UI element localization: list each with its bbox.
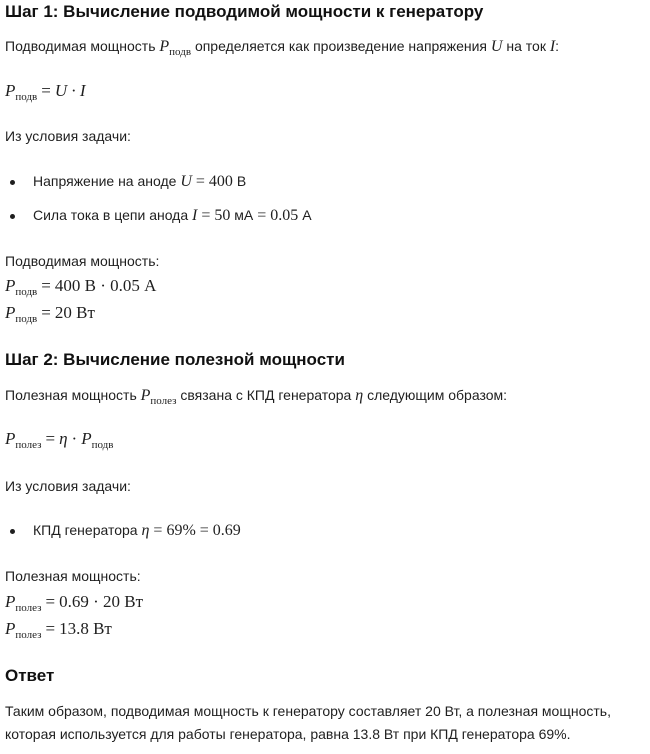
bullet [10,214,15,219]
formula-p-podv-calc: $P_{подв} = 400$ В · 0.05 А [5,276,157,298]
answer-heading: Ответ [5,666,55,685]
step1-given-current: Сила тока в цепи анода I = 50 мА = 0.05 А [33,207,312,224]
step1-heading: Шаг 1: Вычисление подводимой мощности к генератору [5,2,484,21]
formula-p-polez-result: $P_{полез} = 13.8$ Вт [5,619,112,641]
step2-given-efficiency: КПД генератора η = 69% = 0.69 [33,522,241,539]
step1-given-voltage: Напряжение на аноде U = 400 В [33,173,247,190]
formula-p-polez-calc: $P_{полез} = 0.69 \cdot 20$ Вт [5,592,144,614]
bullet [10,529,15,534]
formula-p-podv-result: $P_{подв} = 20$ Вт [5,303,95,325]
step2-result-label: Полезная мощность: [5,568,141,584]
step2-intro: Полезная мощность $P_{полез}$ связана с КПД генератора η следующим образом: [5,387,508,407]
answer-text: Таким образом, подводимая мощность к генератору составляет 20 Вт, а полезная мощность, которая используется для работы генератора, равна 13.8 Вт при КПД генератора 69%. [5,703,611,742]
symbol-eta: η [355,387,364,404]
step2-heading: Шаг 2: Вычисление полезной мощности [5,350,345,369]
step2-given-label: Из условия задачи: [5,478,131,494]
bullet [10,180,15,185]
symbol-u: U [490,38,503,55]
formula-p-polez: $P_{полез} = \eta \cdot P_{подв}$ [5,429,114,451]
step1-result-label: Подводимая мощность: [5,253,160,269]
step1-intro: Подводимая мощность $P_{подв}$ определяется как произведение напряжения U на ток I: [5,38,560,58]
symbol-p-podv: $P_{подв}$ [159,38,192,58]
formula-p-podv: $P_{подв} = U \cdot I$ [5,81,86,103]
step1-given-label: Из условия задачи: [5,128,131,144]
symbol-i: I [549,38,556,55]
symbol-p-polez: $P_{полез}$ [140,387,177,407]
